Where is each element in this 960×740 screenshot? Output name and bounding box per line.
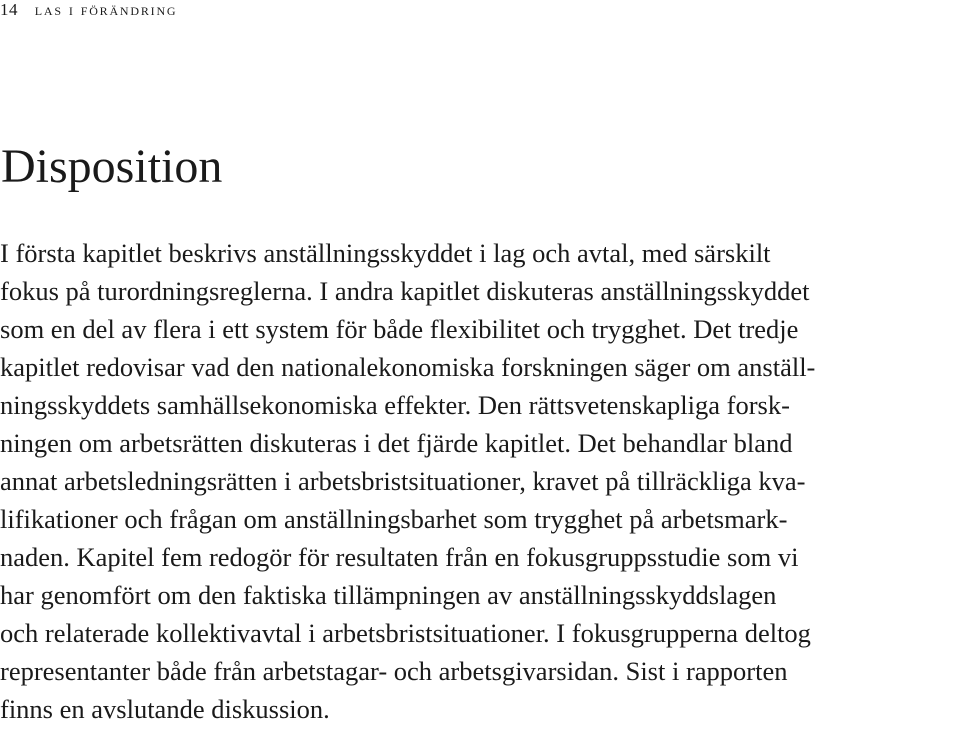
paragraph-line: naden. Kapitel fem redogör för resultaten från en fokusgruppsstudie som vi <box>0 542 799 572</box>
paragraph-line: representanter både från arbetstagar- och arbetsgivarsidan. Sist i rapporten <box>0 656 788 686</box>
paragraph-line: fokus på turordningsreglerna. I andra kapitlet diskuteras anställningsskyddet <box>0 276 810 306</box>
paragraph-line: har genomfört om den faktiska tillämpningen av anställningsskyddslagen <box>0 580 777 610</box>
paragraph-line: och relaterade kollektivavtal i arbetsbristsituationer. I fokusgrupperna deltog <box>0 618 811 648</box>
running-head-title: las i förändring <box>34 0 178 19</box>
paragraph-line: kapitlet redovisar vad den nationalekonomiska forskningen säger om anställ- <box>0 352 816 382</box>
paragraph-line: I första kapitlet beskrivs anställningsskyddet i lag och avtal, med särskilt <box>0 238 771 268</box>
section-heading: Disposition <box>1 140 223 193</box>
paragraph-line: annat arbetsledningsrätten i arbetsbristsituationer, kravet på tillräckliga kva- <box>0 466 806 496</box>
page-number: 14 <box>0 0 18 19</box>
paragraph-line: ningen om arbetsrätten diskuteras i det fjärde kapitlet. Det behandlar bland <box>0 428 793 458</box>
body-paragraph <box>0 234 960 728</box>
paragraph-line: lifikationer och frågan om anställningsbarhet som trygghet på arbetsmark- <box>0 504 788 534</box>
running-head <box>0 0 177 20</box>
paragraph-line: som en del av flera i ett system för både flexibilitet och trygghet. Det tredje <box>0 314 799 344</box>
paragraph-line: finns en avslutande diskussion. <box>0 694 330 724</box>
paragraph-line: ningsskyddets samhällsekonomiska effekter. Den rättsvetenskapliga forsk- <box>0 390 790 420</box>
